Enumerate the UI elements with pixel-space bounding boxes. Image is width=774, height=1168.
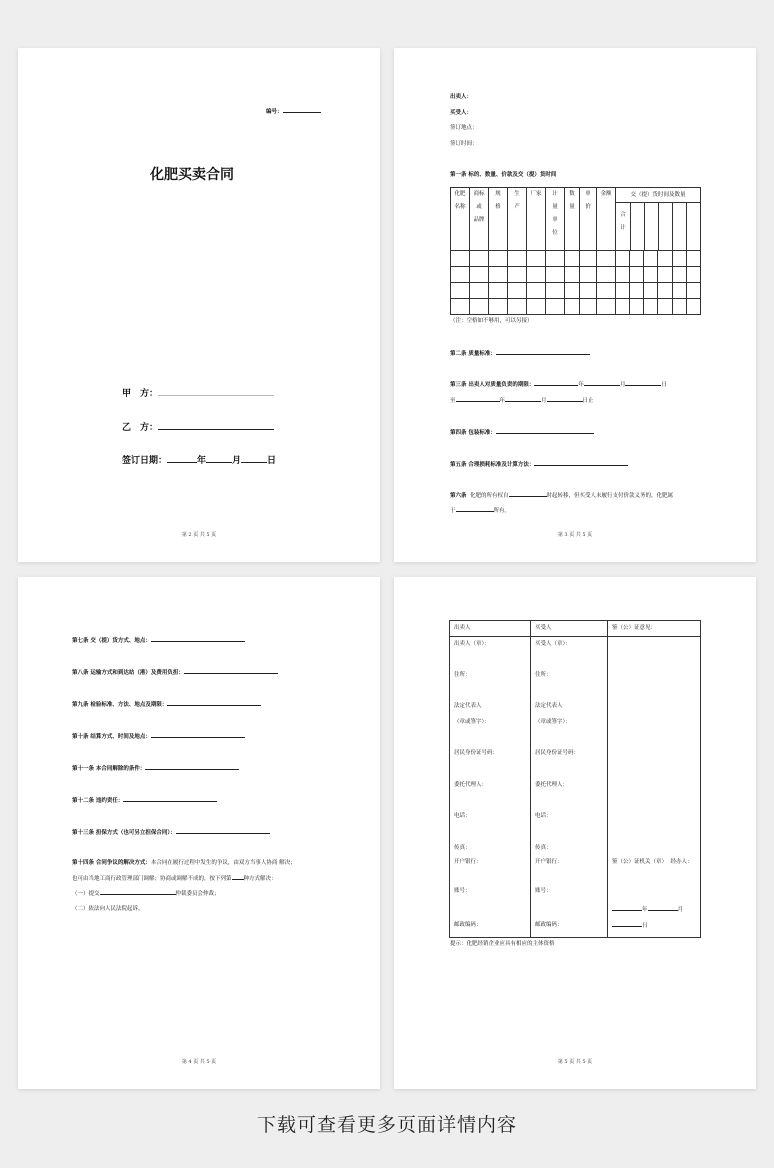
article-14-text: 种方式解决：	[243, 876, 277, 882]
article-3-line	[450, 379, 667, 388]
seller-row: 电话：	[454, 813, 471, 819]
article-8-line	[72, 667, 278, 676]
article-1: 第一条 标的、数量、价款及交（提）货时间	[450, 172, 557, 178]
number-blank	[283, 106, 321, 113]
seller-label: 出卖人：	[450, 94, 473, 100]
blank	[496, 348, 590, 355]
article-8: 第八条 运输方式和到达站（港）及费用负担：	[72, 670, 184, 676]
blank	[167, 699, 261, 706]
col-factory: 厂家	[527, 188, 546, 251]
notary-day	[612, 920, 648, 929]
blank	[648, 904, 678, 911]
article-6-text: 所有。	[493, 508, 511, 514]
notary-agency-label: 鉴（公）证机关（章）	[612, 859, 668, 865]
goods-table	[450, 187, 701, 315]
month-label: 月	[677, 907, 684, 913]
page-cover	[18, 48, 380, 562]
buyer-row: 开户银行：	[535, 859, 563, 865]
table-row	[451, 251, 701, 267]
col-amount: 金额	[597, 188, 616, 251]
month-blank	[206, 456, 232, 463]
table-row	[451, 299, 701, 315]
article-4-line	[450, 427, 594, 436]
buyer-row: 法定代表人	[535, 703, 563, 709]
month-label: 月	[619, 382, 626, 388]
page-footer: 第 4 页 共 5 页	[181, 1059, 217, 1065]
party-a-label: 甲 方：	[122, 389, 159, 399]
article-14-title: 第十四条 合同争议的解决方式：	[72, 860, 151, 866]
sign-time-label: 签订时间：	[450, 141, 478, 147]
article-9: 第九条 检验标准、方法、地点及期限：	[72, 702, 168, 708]
article-12-line	[72, 795, 217, 804]
page-articles-1	[394, 48, 756, 562]
table-row	[451, 283, 701, 299]
seller-row: （章或签字）：	[454, 719, 490, 725]
party-a-blank	[158, 389, 274, 396]
page-articles-2	[18, 577, 380, 1089]
day-blank	[241, 456, 267, 463]
delivery-header: 交（提）货时间及数量	[616, 188, 700, 203]
buyer-header: 买受人	[531, 621, 608, 637]
article-6-title: 第六条	[450, 493, 467, 499]
blank	[456, 505, 494, 512]
seller-row: 邮政编码：	[454, 922, 482, 928]
article-6-text: 时起转移，但买受人未履行支付价款义务的，化肥属	[546, 493, 674, 499]
article-10: 第十条 结算方式、时间及地点：	[72, 734, 151, 740]
blank	[100, 888, 176, 895]
page-footer: 第 3 页 共 5 页	[557, 532, 593, 538]
article-14-line	[72, 858, 296, 866]
table-note: （注：空格如不够用，可以另接）	[450, 318, 533, 324]
party-b-blank	[158, 423, 274, 430]
seller-row: 居民身份证号码：	[454, 750, 499, 756]
notary-handler-label: 经办人：	[670, 859, 693, 865]
tip-text: 提示：化肥经销企业应具有相应的主体资格	[450, 941, 555, 947]
col-unit: 计 量 单 位	[546, 188, 565, 251]
year-label: 年	[499, 398, 506, 404]
article-3-line-2	[450, 395, 594, 404]
page-footer: 第 2 页 共 5 页	[181, 532, 217, 538]
blank	[505, 395, 541, 402]
buyer-column	[531, 637, 608, 938]
blank	[625, 379, 661, 386]
blank	[456, 395, 500, 402]
article-12: 第十二条 违约责任：	[72, 798, 124, 804]
article-14-text: 也可由当地工商行政管理部门调解；协商或调解不成的，按下列第	[72, 876, 232, 882]
seller-row: 出卖人（章）：	[454, 641, 490, 647]
seller-column	[450, 637, 531, 938]
blank	[145, 763, 239, 770]
blank	[123, 795, 217, 802]
blank	[584, 379, 620, 386]
month-label: 月	[541, 398, 547, 404]
to-label: 至	[450, 398, 456, 404]
buyer-row: 委托代理人：	[535, 782, 569, 788]
buyer-row: 传真：	[535, 845, 552, 851]
col-delivery	[616, 188, 701, 251]
article-6-text: 于	[450, 508, 456, 514]
buyer-row: 住所：	[535, 672, 552, 678]
article-3: 第三条 出卖人对质量负责的期限：	[450, 382, 535, 388]
article-6-line-2	[450, 505, 510, 514]
option-2: （二）依法向人民法院起诉。	[72, 906, 144, 912]
seller-row: 法定代表人	[454, 703, 482, 709]
col-produce: 生 产	[508, 188, 527, 251]
col-name: 化肥 名称	[451, 188, 470, 251]
blank	[612, 904, 642, 911]
page-signatures	[394, 577, 756, 1089]
article-6-text: 化肥的所有权自	[470, 493, 509, 499]
article-4: 第四条 包装标准：	[450, 430, 496, 436]
article-7-line	[72, 635, 245, 644]
year-label: 年	[197, 456, 207, 466]
article-7: 第七条 交（提）货方式、地点：	[72, 638, 151, 644]
blank	[184, 667, 278, 674]
table-row	[451, 267, 701, 283]
option-1-text: （一）提交	[72, 891, 100, 897]
sign-date-line	[122, 453, 276, 466]
col-spec: 规 格	[489, 188, 508, 251]
signature-table	[449, 620, 701, 938]
notary-date	[612, 904, 683, 913]
day-label: 日	[642, 923, 648, 929]
year-blank	[167, 456, 197, 463]
blank	[534, 379, 578, 386]
download-caption: 下载可查看更多页面详情内容	[256, 1114, 517, 1136]
article-11: 第十一条 本合同解除的条件：	[72, 766, 146, 772]
col-price: 单 价	[580, 188, 597, 251]
seller-row: 传真：	[454, 845, 471, 851]
article-11-line	[72, 763, 239, 772]
notary-agency	[612, 857, 693, 865]
seller-row: 账号：	[454, 888, 471, 894]
buyer-row: 居民身份证号码：	[535, 750, 580, 756]
blank	[151, 731, 245, 738]
day-label: 日	[661, 382, 667, 388]
article-9-line	[72, 699, 261, 708]
article-5: 第五条 合理损耗标准及计算方法：	[450, 462, 535, 468]
buyer-row: （章或签字）：	[535, 719, 571, 725]
day-label: 日	[267, 456, 277, 466]
seller-header: 出卖人	[450, 621, 531, 637]
article-13-line	[72, 827, 270, 836]
article-2: 第二条 质量标准：	[450, 351, 496, 357]
blank	[151, 635, 245, 642]
seller-row: 住所：	[454, 672, 471, 678]
article-14-text: 本合同在履行过程中发生的争议，由双方当事人协商 解决；	[150, 860, 296, 866]
article-10-line	[72, 731, 245, 740]
col-quantity: 数 量	[565, 188, 580, 251]
blank	[232, 873, 244, 880]
blank	[496, 427, 594, 434]
col-brand: 商标 或 品牌	[470, 188, 489, 251]
option-1-text: 仲裁委员会仲裁；	[175, 891, 220, 897]
buyer-row: 电话：	[535, 813, 552, 819]
party-b-line	[122, 420, 274, 433]
article-2-line	[450, 348, 590, 357]
blank	[612, 920, 642, 927]
blank	[547, 395, 583, 402]
sign-date-label: 签订日期：	[122, 456, 168, 466]
article-6-line	[450, 490, 673, 499]
buyer-row: 邮政编码：	[535, 922, 563, 928]
party-a-line	[122, 386, 274, 399]
sign-place-label: 签订地点：	[450, 125, 478, 131]
notary-header: 鉴（公）证意见：	[608, 621, 701, 637]
month-label: 月	[232, 456, 242, 466]
contract-title: 化肥买卖合同	[150, 167, 234, 183]
contract-number	[266, 106, 321, 115]
day-end-label: 日止	[582, 398, 594, 404]
subtotal-cell: 合 计	[616, 203, 631, 250]
number-label: 编号：	[266, 109, 283, 115]
buyer-label: 买受人：	[450, 110, 473, 116]
blank	[534, 459, 628, 466]
blank	[509, 490, 547, 497]
article-14-line-2	[72, 873, 277, 882]
page-footer: 第 5 页 共 5 页	[557, 1059, 593, 1065]
article-5-line	[450, 459, 628, 468]
year-label: 年	[642, 907, 648, 913]
year-label: 年	[578, 382, 584, 388]
blank	[176, 827, 270, 834]
seller-row: 开户银行：	[454, 859, 482, 865]
buyer-row: 账号：	[535, 888, 552, 894]
party-b-label: 乙 方：	[122, 423, 159, 433]
article-13: 第十三条 担保方式（也可另立担保合同）：	[72, 830, 176, 836]
option-1	[72, 888, 220, 897]
seller-row: 委托代理人：	[454, 782, 488, 788]
notary-column	[608, 637, 701, 938]
buyer-row: 买受人（章）：	[535, 641, 571, 647]
